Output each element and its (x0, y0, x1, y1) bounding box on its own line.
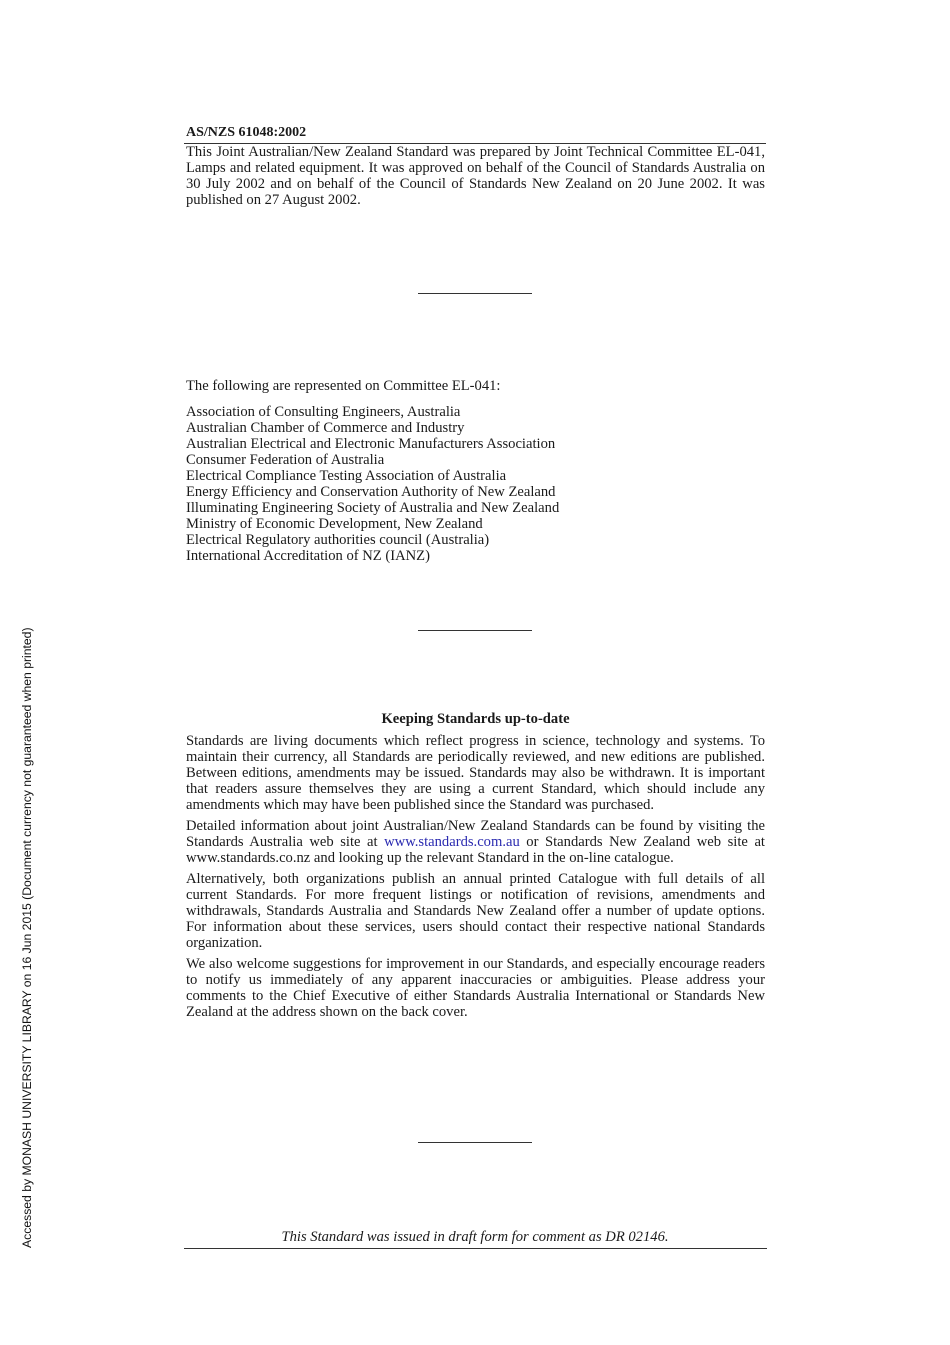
footer-rule (184, 1248, 767, 1249)
list-item: International Accreditation of NZ (IANZ) (186, 548, 430, 564)
list-item: Australian Chamber of Commerce and Industry (186, 420, 465, 436)
body-paragraph-2-tail: or Standards New Zealand web site at www.standards.co.nz and looking up the relevant Standard in the on-line catalogue. (186, 834, 765, 866)
section-divider-3 (418, 1142, 532, 1143)
list-item: Illuminating Engineering Society of Australia and New Zealand (186, 500, 560, 516)
section-divider-2 (418, 630, 532, 631)
list-item: Association of Consulting Engineers, Australia (186, 404, 461, 420)
list-item: Consumer Federation of Australia (186, 452, 385, 468)
section-heading: Keeping Standards up-to-date (381, 711, 570, 727)
list-item: Ministry of Economic Development, New Zealand (186, 516, 483, 532)
body-paragraph-2 (186, 818, 765, 866)
body-paragraph-3: Alternatively, both organizations publish an annual printed Catalogue with full details of all current Standards. For more frequent listings or notification of revisions, amendments and withdrawals, Standards Australia and Standards New Zealand offer a number of update options. For information about these services, users should contact their respective national Standards organization. (186, 871, 765, 951)
body-paragraph-2-lead: Detailed information about joint Australian/New Zealand Standards can be found by visiting the Standards Australia web site at (186, 818, 765, 850)
access-stamp: Accessed by MONASH UNIVERSITY LIBRARY on 16 Jun 2015 (Document currency not guaranteed when printed) (20, 627, 34, 1248)
list-item: Australian Electrical and Electronic Manufacturers Association (186, 436, 556, 452)
body-paragraph-1: Standards are living documents which reflect progress in science, technology and systems. To maintain their currency, all Standards are periodically reviewed, and new editions are published. Between editions, amendments may be issued. Standards may also be withdrawn. It is important that readers assure themselves they are using a current Standard, which should include any amendments which may have been published since the Standard was purchased. (186, 733, 765, 813)
draft-note: This Standard was issued in draft form for comment as DR 02146. (281, 1229, 669, 1245)
committee-intro: The following are represented on Committee EL-041: (186, 378, 501, 394)
section-divider-1 (418, 293, 532, 294)
list-item: Energy Efficiency and Conservation Authority of New Zealand (186, 484, 556, 500)
preparation-paragraph: This Joint Australian/New Zealand Standard was prepared by Joint Technical Committee EL-041, Lamps and related equipment. It was approved on behalf of the Council of Standards Australia on 30 July 2002 and on behalf of the Council of Standards New Zealand on 20 June 2002. It was published on 27 August 2002. (186, 144, 765, 208)
list-item: Electrical Regulatory authorities council (Australia) (186, 532, 490, 548)
standards-australia-link[interactable]: www.standards.com.au (384, 834, 520, 850)
standard-number: AS/NZS 61048:2002 (186, 125, 307, 140)
committee-organization-list (186, 404, 559, 564)
list-item: Electrical Compliance Testing Association of Australia (186, 468, 507, 484)
body-paragraph-4: We also welcome suggestions for improvement in our Standards, and especially encourage readers to notify us immediately of any apparent inaccuracies or ambiguities. Please address your comments to the Chief Executive of either Standards Australia International or Standards New Zealand at the address shown on the back cover. (186, 956, 765, 1020)
keeping-up-to-date-body (186, 733, 765, 1025)
